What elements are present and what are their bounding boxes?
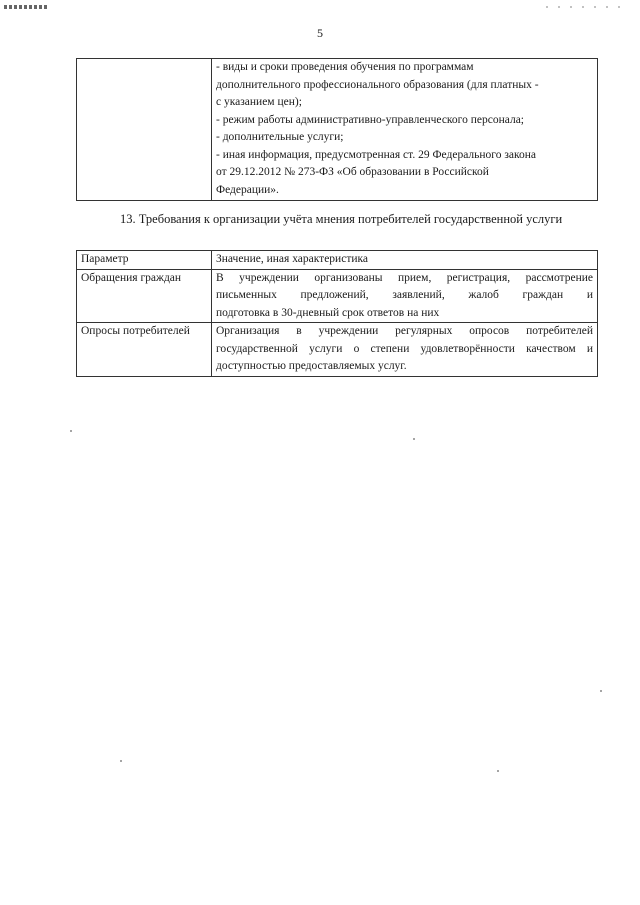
cell-line: Организация в учреждении регулярных опросов потребителей xyxy=(216,325,593,337)
cell-line: государственной услуги о степени удовлетворённости качеством и xyxy=(216,342,593,355)
cell-line: В учреждении организованы прием, регистрация, рассмотрение xyxy=(216,271,593,284)
table-row xyxy=(77,59,598,201)
table-header-row xyxy=(77,251,598,270)
information-cell xyxy=(212,59,598,201)
header-value: Значение, иная характеристика xyxy=(212,251,598,270)
empty-left-cell xyxy=(77,59,212,201)
page-number: 5 xyxy=(317,26,323,40)
section-heading: 13. Требования к организации учёта мнения потребителей государственной услуги xyxy=(120,212,563,226)
header-parameter: Параметр xyxy=(77,251,212,270)
cell-line: доступностью предоставляемых услуг. xyxy=(216,360,407,372)
value-cell xyxy=(212,269,598,323)
value-cell xyxy=(212,323,598,377)
cell-line: - виды и сроки проведения обучения по программам xyxy=(216,61,474,73)
scan-speck xyxy=(600,690,602,692)
feedback-requirements-table xyxy=(76,250,598,377)
table-row xyxy=(77,269,598,323)
scan-speck xyxy=(120,760,122,762)
cell-line: от 29.12.2012 № 273-ФЗ «Об образовании в Российской xyxy=(216,166,489,178)
scan-artifact-top-left xyxy=(4,5,48,9)
scan-artifact-top-right xyxy=(546,6,626,8)
continuation-table xyxy=(76,58,598,201)
scan-speck xyxy=(413,438,415,440)
parameter-cell: Обращения граждан xyxy=(77,269,212,323)
table-row xyxy=(77,323,598,377)
cell-line: подготовка в 30-дневный срок ответов на них xyxy=(216,306,440,319)
cell-line: Федерации». xyxy=(216,183,279,196)
cell-line: дополнительного профессионального образования (для платных - xyxy=(216,78,539,91)
cell-line: с указанием цен); xyxy=(216,96,302,108)
scan-speck xyxy=(497,770,499,772)
cell-line: - иная информация, предусмотренная ст. 29 Федерального закона xyxy=(216,148,536,161)
cell-line: письменных предложений, заявлений, жалоб граждан и xyxy=(216,289,593,301)
parameter-cell: Опросы потребителей xyxy=(77,323,212,377)
cell-line: - режим работы административно-управленческого персонала; xyxy=(216,113,524,126)
cell-line: - дополнительные услуги; xyxy=(216,131,344,143)
scan-speck xyxy=(70,430,72,432)
